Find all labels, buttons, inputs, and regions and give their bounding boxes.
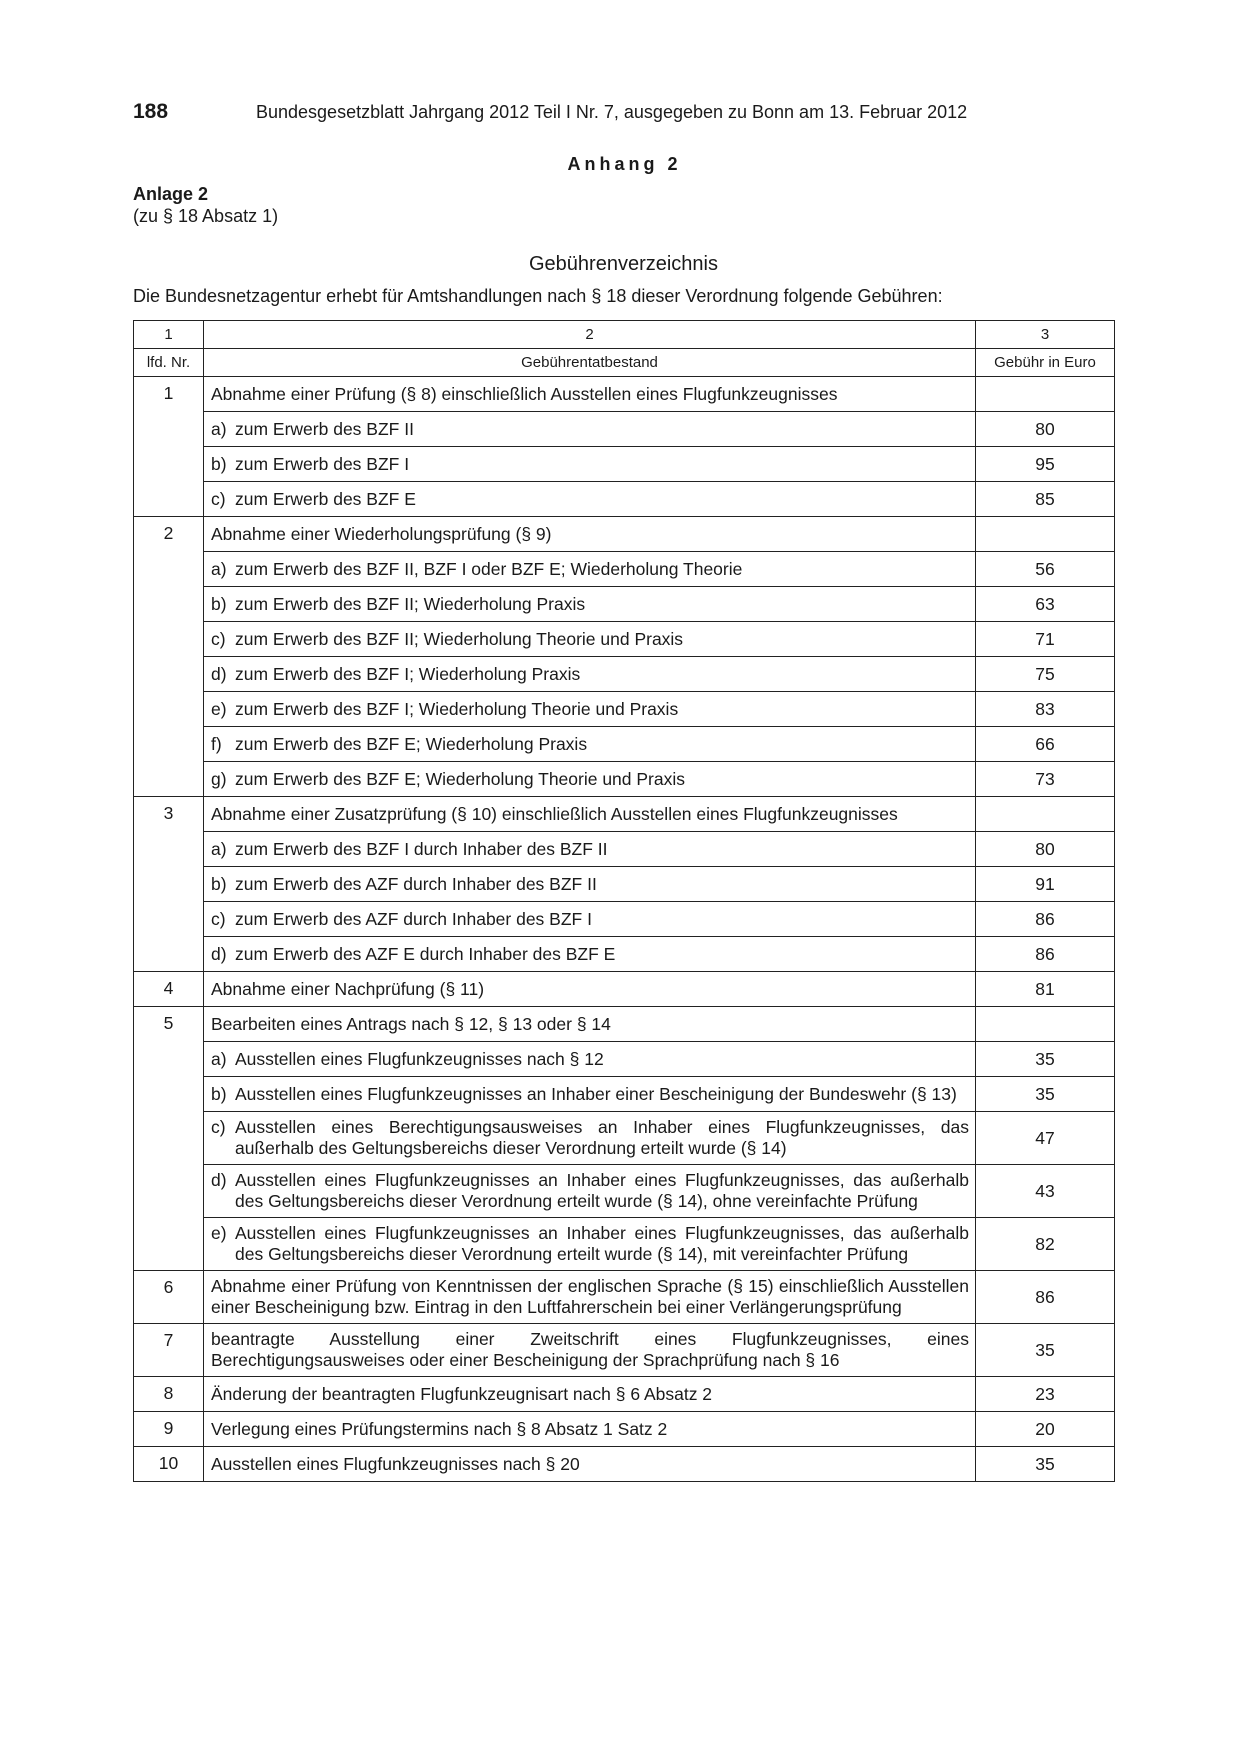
entry-description: Bearbeiten eines Antrags nach § 12, § 13 oder § 14 xyxy=(204,1007,976,1042)
table-subrow xyxy=(134,412,1115,447)
entry-fee: 35 xyxy=(976,1324,1115,1377)
entry-description: Ausstellen eines Flugfunkzeugnisses nach § 20 xyxy=(204,1447,976,1482)
sub-item-label: a) xyxy=(211,1048,227,1069)
entry-number: 10 xyxy=(134,1447,204,1482)
sub-item-label: b) xyxy=(211,593,227,614)
publication-header: Bundesgesetzblatt Jahrgang 2012 Teil I Nr. 7, ausgegeben zu Bonn am 13. Februar 2012 xyxy=(256,102,968,122)
sub-item-fee: 83 xyxy=(976,692,1115,727)
table-subrow xyxy=(134,902,1115,937)
sub-item-fee: 82 xyxy=(976,1218,1115,1271)
sub-item-label: a) xyxy=(211,838,227,859)
sub-item-label: g) xyxy=(211,768,227,789)
sub-item-text: zum Erwerb des BZF I durch Inhaber des BZF II xyxy=(235,838,608,859)
sub-item xyxy=(204,657,976,692)
entry-fee: 86 xyxy=(976,1271,1115,1324)
sub-item-label: c) xyxy=(211,488,226,509)
entry-number: 3 xyxy=(134,797,204,972)
table-row xyxy=(134,1447,1115,1482)
entry-number: 2 xyxy=(134,517,204,797)
entry-number: 9 xyxy=(134,1412,204,1447)
table-row xyxy=(134,1377,1115,1412)
sub-item-text: Ausstellen eines Flugfunkzeugnisses an Inhaber eines Flugfunkzeugnisses, das außerhalb des Geltungsbereichs dieser Verordnung erteilt wurde (§ 14), ohne vereinfachte Prüfung xyxy=(235,1170,969,1211)
sub-item-label: e) xyxy=(211,1223,227,1243)
entry-fee xyxy=(976,377,1115,412)
entry-number: 7 xyxy=(134,1324,204,1377)
sub-item-text: zum Erwerb des BZF II; Wiederholung Praxis xyxy=(235,593,586,614)
table-subrow xyxy=(134,552,1115,587)
sub-item xyxy=(204,902,976,937)
sub-item xyxy=(204,937,976,972)
sub-item-text: Ausstellen eines Flugfunkzeugnisses an Inhaber einer Bescheinigung der Bundeswehr (§ 13) xyxy=(235,1083,957,1104)
sub-item-fee: 95 xyxy=(976,447,1115,482)
sub-item-label: b) xyxy=(211,873,227,894)
sub-item-label: e) xyxy=(211,698,227,719)
entry-number: 6 xyxy=(134,1271,204,1324)
sub-item-fee: 75 xyxy=(976,657,1115,692)
column-header: lfd. Nr. xyxy=(134,349,204,377)
sub-item xyxy=(204,622,976,657)
sub-item xyxy=(204,552,976,587)
entry-fee: 35 xyxy=(976,1447,1115,1482)
table-subrow xyxy=(134,447,1115,482)
anlage-reference: (zu § 18 Absatz 1) xyxy=(133,206,279,226)
table-row xyxy=(134,377,1115,412)
entry-description: beantragte Ausstellung einer Zweitschrift eines Flugfunkzeugnisses, eines Berechtigungsausweises oder einer Bescheinigung der Sprachprüfung nach § 16 xyxy=(204,1324,976,1377)
sub-item xyxy=(204,1077,976,1112)
table-subrow xyxy=(134,937,1115,972)
sub-item xyxy=(204,1165,976,1218)
sub-item-fee: 80 xyxy=(976,832,1115,867)
sub-item-text: zum Erwerb des BZF E xyxy=(235,488,416,509)
page-number: 188 xyxy=(133,100,169,123)
anhang-heading: Anhang 2 xyxy=(567,154,682,174)
fee-table xyxy=(133,320,1115,1482)
table-subrow xyxy=(134,1218,1115,1271)
sub-item-label: f) xyxy=(211,733,222,754)
column-number: 1 xyxy=(134,321,204,349)
sub-item xyxy=(204,1042,976,1077)
table-subrow xyxy=(134,622,1115,657)
sub-item-text: zum Erwerb des BZF I; Wiederholung Praxis xyxy=(235,663,581,684)
entry-description: Abnahme einer Wiederholungsprüfung (§ 9) xyxy=(204,517,976,552)
sub-item xyxy=(204,1112,976,1165)
sub-item xyxy=(204,412,976,447)
sub-item-fee: 66 xyxy=(976,727,1115,762)
entry-fee: 20 xyxy=(976,1412,1115,1447)
intro-text: Die Bundesnetzagentur erhebt für Amtshandlungen nach § 18 dieser Verordnung folgende Gebühren: xyxy=(133,286,943,306)
table-row xyxy=(134,517,1115,552)
sub-item-text: zum Erwerb des BZF II; Wiederholung Theorie und Praxis xyxy=(235,628,684,649)
table-subrow xyxy=(134,482,1115,517)
sub-item xyxy=(204,762,976,797)
sub-item xyxy=(204,727,976,762)
anlage-title: Anlage 2 xyxy=(133,184,209,204)
table-subrow xyxy=(134,867,1115,902)
sub-item-label: a) xyxy=(211,558,227,579)
document-title: Gebührenverzeichnis xyxy=(529,253,718,275)
entry-fee xyxy=(976,517,1115,552)
sub-item-label: d) xyxy=(211,943,227,964)
sub-item-fee: 63 xyxy=(976,587,1115,622)
entry-description: Abnahme einer Zusatzprüfung (§ 10) einschließlich Ausstellen eines Flugfunkzeugnisses xyxy=(204,797,976,832)
sub-item-fee: 43 xyxy=(976,1165,1115,1218)
sub-item-fee: 86 xyxy=(976,902,1115,937)
sub-item xyxy=(204,482,976,517)
sub-item-fee: 80 xyxy=(976,412,1115,447)
table-subrow xyxy=(134,1112,1115,1165)
table-subrow xyxy=(134,1042,1115,1077)
sub-item-text: zum Erwerb des BZF I; Wiederholung Theorie und Praxis xyxy=(235,698,679,719)
sub-item-label: c) xyxy=(211,628,226,649)
sub-item-label: c) xyxy=(211,1117,226,1137)
sub-item-text: zum Erwerb des AZF durch Inhaber des BZF II xyxy=(235,873,597,894)
sub-item-text: Ausstellen eines Flugfunkzeugnisses an Inhaber eines Flugfunkzeugnisses, das außerhalb des Geltungsbereichs dieser Verordnung erteilt wurde (§ 14), mit vereinfachter Prüfung xyxy=(235,1223,969,1264)
sub-item-text: Ausstellen eines Berechtigungsausweises an Inhaber eines Flugfunkzeugnisses, das außerhalb des Geltungsbereichs dieser Verordnung erteilt wurde (§ 14) xyxy=(235,1117,969,1158)
table-row xyxy=(134,1412,1115,1447)
table-subrow xyxy=(134,727,1115,762)
sub-item-fee: 35 xyxy=(976,1042,1115,1077)
sub-item-label: b) xyxy=(211,1083,227,1104)
entry-fee: 23 xyxy=(976,1377,1115,1412)
sub-item-fee: 73 xyxy=(976,762,1115,797)
sub-item-fee: 71 xyxy=(976,622,1115,657)
column-header: Gebührentatbestand xyxy=(204,349,976,377)
table-subrow xyxy=(134,762,1115,797)
entry-description: Abnahme einer Nachprüfung (§ 11) xyxy=(204,972,976,1007)
sub-item xyxy=(204,1218,976,1271)
table-row xyxy=(134,1007,1115,1042)
entry-fee: 81 xyxy=(976,972,1115,1007)
sub-item-text: zum Erwerb des BZF I xyxy=(235,453,410,474)
sub-item-text: zum Erwerb des BZF II xyxy=(235,418,414,439)
sub-item-fee: 85 xyxy=(976,482,1115,517)
column-header: Gebühr in Euro xyxy=(976,349,1115,377)
sub-item-fee: 47 xyxy=(976,1112,1115,1165)
table-subrow xyxy=(134,657,1115,692)
table-subrow xyxy=(134,1077,1115,1112)
table-row xyxy=(134,972,1115,1007)
sub-item xyxy=(204,692,976,727)
sub-item-label: a) xyxy=(211,418,227,439)
sub-item-text: zum Erwerb des BZF E; Wiederholung Praxis xyxy=(235,733,588,754)
column-number-row xyxy=(134,321,1115,349)
sub-item-fee: 56 xyxy=(976,552,1115,587)
entry-description: Abnahme einer Prüfung (§ 8) einschließlich Ausstellen eines Flugfunkzeugnisses xyxy=(204,377,976,412)
sub-item-fee: 86 xyxy=(976,937,1115,972)
sub-item-fee: 91 xyxy=(976,867,1115,902)
sub-item-label: d) xyxy=(211,1170,227,1190)
sub-item-fee: 35 xyxy=(976,1077,1115,1112)
sub-item xyxy=(204,587,976,622)
sub-item-text: Ausstellen eines Flugfunkzeugnisses nach § 12 xyxy=(235,1048,604,1069)
sub-item xyxy=(204,447,976,482)
entry-fee xyxy=(976,797,1115,832)
column-header-row xyxy=(134,349,1115,377)
sub-item xyxy=(204,832,976,867)
table-row xyxy=(134,1324,1115,1377)
sub-item-label: d) xyxy=(211,663,227,684)
entry-number: 8 xyxy=(134,1377,204,1412)
table-row xyxy=(134,797,1115,832)
sub-item-text: zum Erwerb des BZF II, BZF I oder BZF E; Wiederholung Theorie xyxy=(235,558,743,579)
entry-fee xyxy=(976,1007,1115,1042)
table-subrow xyxy=(134,692,1115,727)
entry-number: 5 xyxy=(134,1007,204,1271)
table-subrow xyxy=(134,1165,1115,1218)
sub-item xyxy=(204,867,976,902)
column-number: 2 xyxy=(204,321,976,349)
table-subrow xyxy=(134,832,1115,867)
sub-item-text: zum Erwerb des AZF E durch Inhaber des BZF E xyxy=(235,943,616,964)
table-row xyxy=(134,1271,1115,1324)
entry-description: Verlegung eines Prüfungstermins nach § 8 Absatz 1 Satz 2 xyxy=(204,1412,976,1447)
table-subrow xyxy=(134,587,1115,622)
entry-number: 1 xyxy=(134,377,204,517)
entry-description: Änderung der beantragten Flugfunkzeugnisart nach § 6 Absatz 2 xyxy=(204,1377,976,1412)
column-number: 3 xyxy=(976,321,1115,349)
sub-item-text: zum Erwerb des BZF E; Wiederholung Theorie und Praxis xyxy=(235,768,686,789)
sub-item-label: b) xyxy=(211,453,227,474)
sub-item-label: c) xyxy=(211,908,226,929)
entry-description: Abnahme einer Prüfung von Kenntnissen der englischen Sprache (§ 15) einschließlich Ausstellen einer Bescheinigung bzw. Eintrag in den Luftfahrerschein bei einer Verlängerungsprüfung xyxy=(204,1271,976,1324)
entry-number: 4 xyxy=(134,972,204,1007)
sub-item-text: zum Erwerb des AZF durch Inhaber des BZF I xyxy=(235,908,592,929)
